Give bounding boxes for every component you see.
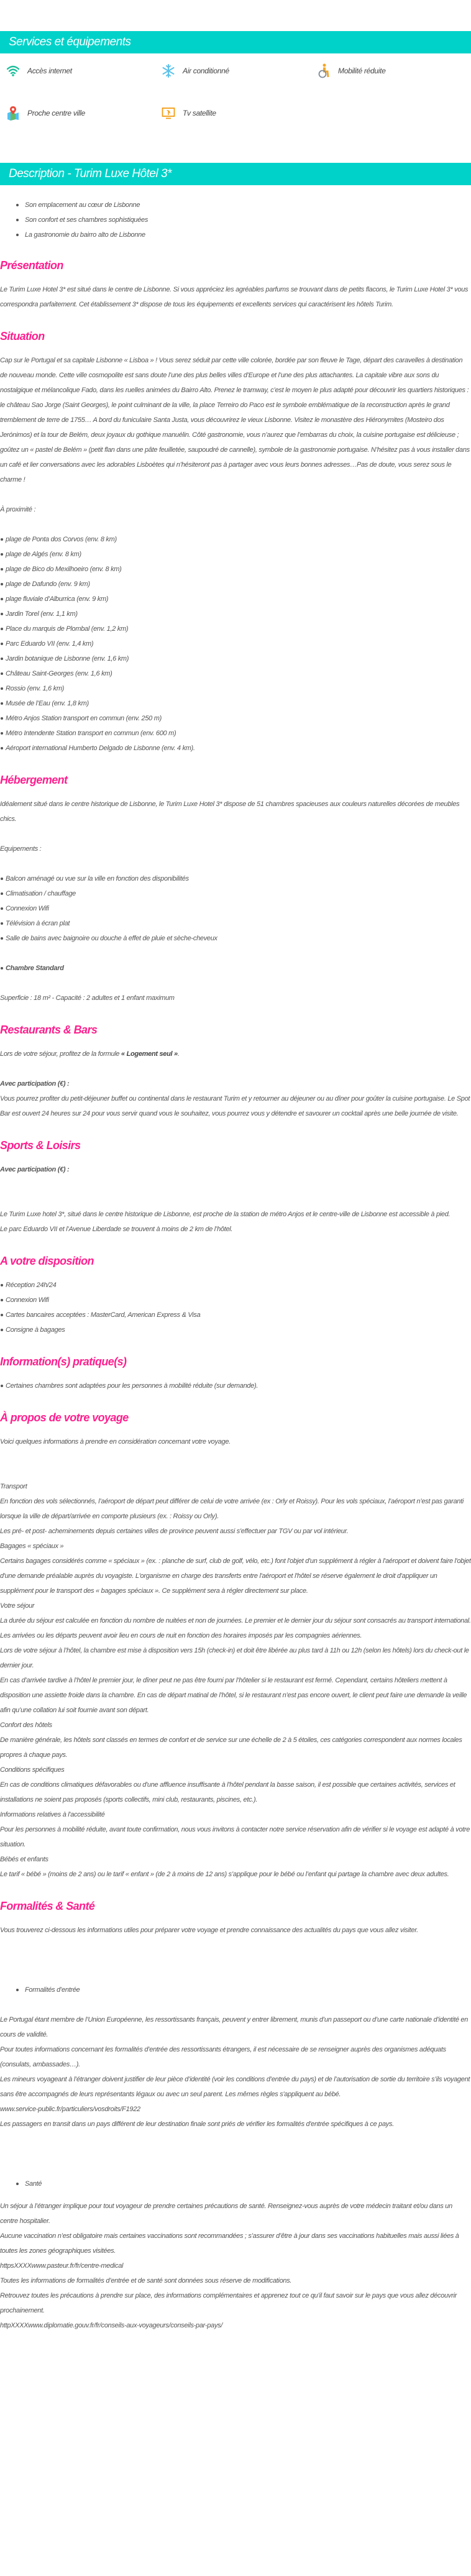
equipement-item: Salle de bains avec baignoire ou douche à effet de pluie et sèche-cheveux xyxy=(0,931,471,946)
sante-details xyxy=(0,2199,471,2333)
nearby-item: plage de Bico do Mexilhoeiro (env. 8 km) xyxy=(0,562,471,577)
service-label: Air conditionné xyxy=(183,66,229,75)
sports-heading: Sports & Loisirs xyxy=(0,1139,81,1152)
service-satellite-tv xyxy=(162,106,317,121)
formula-suffix: . xyxy=(177,1050,180,1058)
voyage-line: Pour les personnes à mobilité réduite, avant toute confirmation, nous vous invitons à contacter notre service réservation afin de vérifier si le voyage est adapté à votre situation. xyxy=(0,1826,470,1848)
equipement-item: Balcon aménagé ou vue sur la ville en fonction des disponibilités xyxy=(0,871,471,886)
disposition-item: Consigne à bagages xyxy=(0,1322,471,1337)
services-banner xyxy=(0,31,471,53)
entree-line: Les passagers en transit dans un pays différent de leur destination finale sont priés de vérifier les formalités d'entrée spécifiques à ce pays. xyxy=(0,2120,394,2128)
presentation-text: Le Turim Luxe Hotel 3* est situé dans le centre de Lisbonne. Si vous appréciez les agréables parfums se trouvant dans de petits flacons, le Turim Luxe Hotel 3* vous correspondra parfaitement. Cet établissement 3* dispose de tous les équipements et excellents services qui caractérisent les hôtels Turim. xyxy=(0,286,469,308)
voyage-line: Transport xyxy=(0,1483,27,1490)
room-details: Superficie : 18 m² - Capacité : 2 adultes et 1 enfant maximum xyxy=(0,994,175,1002)
sante-line: Aucune vaccination n’est obligatoire mais certaines vaccinations sont recommandées ; s’assurer d’être à jour dans ses vaccinations habituelles mais aussi liées à toutes les zones géographiques visitées. xyxy=(0,2232,459,2255)
service-internet xyxy=(6,63,162,78)
services-title: Services et équipements xyxy=(9,35,131,48)
voyage-line: Bagages « spéciaux » xyxy=(0,1542,64,1550)
sports-participation-label: Avec participation (€) : xyxy=(0,1166,70,1173)
nearby-item: plage de Algés (env. 8 km) xyxy=(0,547,471,562)
wifi-icon xyxy=(6,64,20,78)
content xyxy=(0,256,471,2348)
voyage-line: Informations relatives à l'accessibilité xyxy=(0,1811,105,1818)
voyage-line: Votre séjour xyxy=(0,1602,35,1610)
diplomatie-link[interactable]: httpXXXXwww.diplomatie.gouv.fr/fr/conseils-aux-voyageurs/conseils-par-pays/ xyxy=(0,2322,222,2329)
equipements-label: Equipements : xyxy=(0,845,42,853)
voyage-line: Le tarif « bébé » (moins de 2 ans) ou le tarif « enfant » (de 2 à moins de 12 ans) s’applique pour le bébé ou l’enfant qui partage la chambre avec deux adultes. xyxy=(0,1871,449,1878)
entree-line: Pour toutes informations concernant les formalités d’entrée des ressortissants étrangers, il est nécessaire de se renseigner auprès des organismes adéquats (consulats, ambassades…). xyxy=(0,2046,446,2068)
equipement-item: Connexion Wifi xyxy=(0,901,471,916)
voyage-details xyxy=(0,1479,471,1882)
services-grid xyxy=(0,53,471,133)
entree-line: Les mineurs voyageant à l’étranger doivent justifier de leur pièce d’identité (voir les conditions d’entrée du pays) et de l’autorisation de sortie du territoire s’ils voyagent sans être accompagnés de leurs représentants légaux ou avec un seul parent. Les mêmes règles s'appliquent au bébé. xyxy=(0,2076,470,2098)
sante-label: Santé xyxy=(16,2176,471,2191)
voyage-line: En cas de conditions climatiques défavorables ou d'une affluence insuffisante à l'hôtel pendant la basse saison, il est possible que certaines activités, services et installations ne soient pas proposés (sports collectifs, mini club, restaurants, piscines, etc.). xyxy=(0,1781,455,1804)
room-type: Chambre Standard xyxy=(0,961,471,976)
voyage-line: Les pré- et post- acheminements depuis certaines villes de province peuvent aussi s'effectuer par TGV ou par vol intérieur. xyxy=(0,1528,349,1535)
sante-line: Toutes les informations de formalités d’entrée et de santé sont données sous réserve de modifications. xyxy=(0,2277,292,2285)
pratique-list xyxy=(0,1378,471,1393)
voyage-line: Confort des hôtels xyxy=(0,1721,52,1729)
presentation-heading: Présentation xyxy=(0,259,63,272)
nearby-item: plage de Dafundo (env. 9 km) xyxy=(0,577,471,592)
service-city-center xyxy=(6,106,162,121)
pratique-item: Certaines chambres sont adaptées pour les personnes à mobilité réduite (sur demande). xyxy=(0,1378,471,1393)
nearby-label: À proximité : xyxy=(0,506,36,513)
entree-label: Formalités d’entrée xyxy=(16,1982,471,1997)
nearby-item: Aéroport international Humberto Delgado de Lisbonne (env. 4 km). xyxy=(0,741,471,756)
pasteur-link[interactable]: httpsXXXXwww.pasteur.fr/fr/centre-medical xyxy=(0,2262,124,2270)
voyage-line: De manière générale, les hôtels sont classés en termes de confort et de service sur une échelle de 2 à 5 étoiles, ces catégories correspondent aux normes locales propres à chaque pays. xyxy=(0,1736,462,1759)
nearby-item: Jardin Torel (env. 1,1 km) xyxy=(0,607,471,621)
hebergement-text: Idéalement situé dans le centre historique de Lisbonne, le Turim Luxe Hotel 3* dispose de 51 chambres spacieuses aux couleurs naturelles décorées de meubles chics. xyxy=(0,800,460,823)
equipement-item: Climatisation / chauffage xyxy=(0,886,471,901)
nearby-item: plage fluviale d’Alburrica (env. 9 km) xyxy=(0,592,471,607)
situation-heading: Situation xyxy=(0,330,45,342)
sports-text-2: Le parc Eduardo VII et l’Avenue Liberdade se trouvent à moins de 2 km de l’hôtel. xyxy=(0,1226,233,1233)
hebergement-heading: Hébergement xyxy=(0,774,68,786)
equipements-list xyxy=(0,871,471,946)
voyage-line: En cas d’arrivée tardive à l’hôtel le premier jour, le dîner peut ne pas être fourni par l’hôtelier si le restaurant est fermé. Cependant, certains hôteliers mettent à disposition une assiette froide dans la chambre. En cas de départ matinal de l’hôtel, si le restaurant n’est pas encore ouvert, le client peut faire une demande la veille afin qu’une collation lui soit fournie avant son départ. xyxy=(0,1677,467,1714)
nearby-item: Musée de l’Eau (env. 1,8 km) xyxy=(0,696,471,711)
service-public-link[interactable]: www.service-public.fr/particuliers/vosdroits/F1922 xyxy=(0,2106,140,2113)
entree-list xyxy=(0,1982,471,1997)
voyage-line: Les arrivées ou les départs peuvent avoir lieu en cours de nuit en fonction des horaires imposés par les compagnies aériennes. xyxy=(0,1632,362,1639)
situation-text: Cap sur le Portugal et sa capitale Lisbonne « Lisboa » ! Vous serez séduit par cette ville colorée, bordée par son fleuve le Tage, départ des caravelles à destination de nouveau monde. Cette ville cosmopolite est sans doute l’une des plus belles villes d’Europe et l’une des plus attachantes. La capitale vibre aux sons du nostalgique et mélancolique Fado, dans les ruelles animées du Bairro Alto. Prenez le tramway, c’est le moyen le plus adapté pour découvrir les quartiers historiques : le château Sao Jorge (Saint Georges), le point culminant de la ville, la place Terreiro do Paco est le symbole emblématique de la reconstruction après le grand tremblement de terre de 1755… A bord du funiculaire Santa Justa, vous découvrirez le vieux Lisbonne. Visitez le monastère des Hiéronymites (Mosteiro dos Jerónimos) et la tour de Belém, deux joyaux du gothique manuélin. Côté gastronomie, vous n’aurez que l’embarras du choix, la cuisine portugaise est délicieuse ; goûtez un « pastel de Belém » (petit flan dans une pâte feuilletée, saupoudré de cannelle), symbole de la gastronomie portugaise. N’hésitez pas à vous installer dans un café et lier conversations avec les adorables Lisboètes qui n’hésiteront pas à partager avec vous leurs bonnes adresses…Pas de doute, vous serez sous le charme ! xyxy=(0,357,470,484)
service-label: Accès internet xyxy=(27,66,72,75)
entree-details xyxy=(0,2012,471,2132)
formula-prefix: Lors de votre séjour, profitez de la formule xyxy=(0,1050,121,1058)
wheelchair-icon xyxy=(317,64,331,78)
restaurants-heading: Restaurants & Bars xyxy=(0,1024,98,1036)
disposition-item: Connexion Wifi xyxy=(0,1293,471,1308)
formalites-heading: Formalités & Santé xyxy=(0,1900,95,1912)
description-title: Description - Turim Luxe Hôtel 3* xyxy=(9,167,171,180)
nearby-item: Métro Intendente Station transport en commun (env. 600 m) xyxy=(0,726,471,741)
sports-text-1: Le Turim Luxe hotel 3*, situé dans le centre historique de Lisbonne, est proche de la station de métro Anjos et le centre-ville de Lisbonne est accessible à pied. xyxy=(0,1211,450,1218)
sante-list xyxy=(0,2176,471,2191)
nearby-item: Métro Anjos Station transport en commun (env. 250 m) xyxy=(0,711,471,726)
restaurants-participation-label: Avec participation (€) : xyxy=(0,1080,70,1088)
sante-line: Retrouvez toutes les précautions à prendre sur place, des informations complémentaires et apprenez tout ce qu’il faut savoir sur le pays que vous allez découvrir prochainement. xyxy=(0,2292,457,2314)
service-reduced-mobility xyxy=(317,63,471,78)
nearby-item: Parc Eduardo VII (env. 1,4 km) xyxy=(0,636,471,651)
nearby-item: Château Saint-Georges (env. 1,6 km) xyxy=(0,666,471,681)
sante-line: Un séjour à l’étranger implique pour tout voyageur de prendre certaines précautions de santé. Renseignez-vous auprès de votre médecin traitant et/ou dans un centre hospitalier. xyxy=(0,2202,452,2225)
highlight-item: Son confort et ses chambres sophistiquées xyxy=(16,213,471,227)
description-banner xyxy=(0,163,471,185)
service-label: Proche centre ville xyxy=(27,109,86,117)
nearby-item: Jardin botanique de Lisbonne (env. 1,6 km) xyxy=(0,651,471,666)
pratique-heading: Information(s) pratique(s) xyxy=(0,1355,127,1368)
disposition-list xyxy=(0,1278,471,1337)
service-label: Mobilité réduite xyxy=(338,66,386,75)
equipement-item: Télévision à écran plat xyxy=(0,916,471,931)
entree-line: Le Portugal étant membre de l’Union Européenne, les ressortissants français, peuvent y entrer librement, munis d’un passeport ou d’une carte nationale d’identité en cours de validité. xyxy=(0,2016,469,2038)
disposition-item: Réception 24h/24 xyxy=(0,1278,471,1293)
map-pin-icon xyxy=(6,106,20,120)
voyage-line: En fonction des vols sélectionnés, l’aéroport de départ peut différer de celui de votre arrivée (ex : Orly et Roissy). Pour les vols spéciaux, l’aéroport n’est pas garanti lorsque la ville de départ/arrivée en comporte plusieurs (ex. : Roissy ou Orly). xyxy=(0,1498,464,1520)
room-type-list xyxy=(0,961,471,976)
voyage-line: Certains bagages considérés comme « spéciaux » (ex. : planche de surf, club de golf, vélo, etc.) font l'objet d'un supplément à régler à l'aéroport et doivent faire l'objet d'une demande préalable auprès du voyagiste. L'organisme en charge des transferts entre l'aéroport et l'hôtel se réserve également le droit d'appliquer un supplément pour le transport des « bagages spéciaux ». Ce supplément sera à régler directement sur place. xyxy=(0,1557,471,1595)
highlight-item: Son emplacement au cœur de Lisbonne xyxy=(16,198,471,213)
disposition-item: Cartes bancaires acceptées : MasterCard, American Express & Visa xyxy=(0,1308,471,1322)
voyage-line: Conditions spécifiques xyxy=(0,1766,65,1774)
disposition-heading: A votre disposition xyxy=(0,1255,94,1267)
voyage-line: Bébés et enfants xyxy=(0,1856,48,1863)
highlight-item: La gastronomie du bairro alto de Lisbonne xyxy=(16,227,471,242)
formula-name: « Logement seul » xyxy=(121,1050,178,1058)
voyage-heading: À propos de votre voyage xyxy=(0,1411,129,1424)
hotel-description-page xyxy=(0,31,471,2348)
nearby-item: Rossio (env. 1,6 km) xyxy=(0,681,471,696)
service-air-conditioning xyxy=(162,63,317,78)
formula-text xyxy=(0,1047,471,1061)
voyage-line: La durée du séjour est calculée en fonction du nombre de nuitées et non de journées. Le premier et le dernier jour du séjour sont consacrés au transport international. xyxy=(0,1617,471,1625)
snowflake-icon xyxy=(162,64,175,78)
tv-satellite-icon xyxy=(162,106,175,120)
restaurants-text: Vous pourrez profiter du petit-déjeuner buffet ou continental dans le restaurant Turim et y retourner au déjeuner ou au dîner pour goûter la cuisine portugaise. Le Spot Bar est ouvert 24 heures sur 24 pour vous servir quand vous le souhaitez, vous pourrez vous y détendre et savourer un cocktail après une belle journée de visite. xyxy=(0,1095,470,1117)
formalites-intro: Vous trouverez ci-dessous les informations utiles pour préparer votre voyage et prendre connaissance des actualités du pays que vous allez visiter. xyxy=(0,1927,418,1934)
service-label: Tv satellite xyxy=(183,109,216,117)
nearby-item: Place du marquis de Plombal (env. 1,2 km) xyxy=(0,621,471,636)
nearby-list xyxy=(0,532,471,756)
highlights-list xyxy=(0,185,471,256)
nearby-item: plage de Ponta dos Corvos (env. 8 km) xyxy=(0,532,471,547)
voyage-intro: Voici quelques informations à prendre en considération concernant votre voyage. xyxy=(0,1438,231,1446)
voyage-line: Lors de votre séjour à l’hôtel, la chambre est mise à disposition vers 15h (check-in) et doit être libérée au plus tard à 11h ou 12h (selon les hôtels) lors du check-out le dernier jour. xyxy=(0,1647,469,1669)
